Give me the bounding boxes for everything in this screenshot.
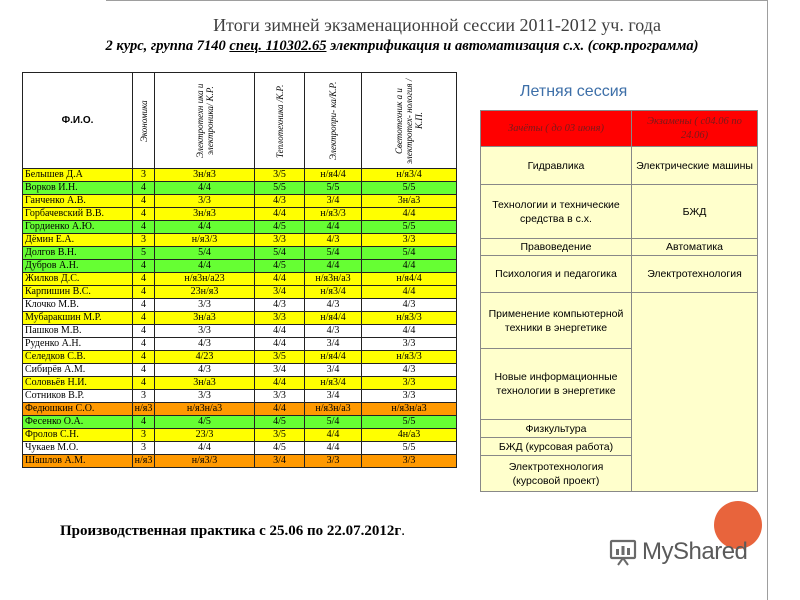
student-name: Клочко М.В.	[23, 299, 133, 312]
grade-cell: 5/4	[305, 247, 362, 260]
grade-cell: 3/3	[255, 234, 305, 247]
grade-cell: 5/5	[362, 442, 457, 455]
summer-col-exams: Экзамены ( с04.06 по 24.06)	[632, 111, 758, 147]
summer-header-row	[481, 111, 758, 147]
grade-cell: 4/4	[362, 260, 457, 273]
grades-row	[23, 195, 457, 208]
slide-frame-top	[106, 0, 768, 1]
grade-cell: 4/4	[362, 286, 457, 299]
student-name: Жилков Д.С.	[23, 273, 133, 286]
table-bottom-gap	[22, 478, 452, 492]
credit-item: Правоведение	[481, 239, 632, 256]
grade-cell: 4	[133, 364, 155, 377]
grade-cell: 3	[133, 234, 155, 247]
grades-row	[23, 234, 457, 247]
exam-item: Электротехнология	[632, 256, 758, 293]
grades-row	[23, 403, 457, 416]
student-name: Гордиенко А.Ю.	[23, 221, 133, 234]
student-name: Руденко А.Н.	[23, 338, 133, 351]
grade-cell: 3н/я3	[155, 208, 255, 221]
grade-cell: 4/4	[255, 208, 305, 221]
grades-row	[23, 351, 457, 364]
grade-cell: 4	[133, 377, 155, 390]
student-name: Селедков С.В.	[23, 351, 133, 364]
grades-row	[23, 221, 457, 234]
grade-cell: 3/4	[305, 195, 362, 208]
grade-cell: 4/3	[305, 234, 362, 247]
logo-text: MyShared	[642, 538, 748, 565]
student-name: Ворков И.Н.	[23, 182, 133, 195]
grade-cell: 3/3	[155, 390, 255, 403]
grade-cell: 4/3	[255, 299, 305, 312]
summer-row	[481, 239, 758, 256]
grade-cell: 3/5	[255, 351, 305, 364]
grade-cell: н/я3н/а3	[362, 403, 457, 416]
myshared-logo[interactable]	[608, 537, 747, 567]
grade-cell: 4	[133, 195, 155, 208]
exam-empty	[632, 293, 758, 492]
grades-header-row	[23, 73, 457, 169]
grade-cell: 3/3	[362, 390, 457, 403]
student-name: Дубров А.Н.	[23, 260, 133, 273]
summer-session-title: Летняя сессия	[520, 83, 628, 100]
grade-cell: 4/23	[155, 351, 255, 364]
grade-cell: н/я3н/а3	[155, 403, 255, 416]
summer-row	[481, 293, 758, 349]
grade-cell: н/я3/3	[305, 208, 362, 221]
student-name: Карпишин В.С.	[23, 286, 133, 299]
grade-cell: 4	[133, 325, 155, 338]
grade-cell: 3/4	[255, 286, 305, 299]
grade-cell: 4/3	[155, 338, 255, 351]
student-name: Фесенко О.А.	[23, 416, 133, 429]
grade-cell: н/я3н/а23	[155, 273, 255, 286]
grades-row	[23, 169, 457, 182]
grades-row	[23, 208, 457, 221]
grade-cell: 3/3	[255, 390, 305, 403]
grade-cell: н/я4/4	[305, 169, 362, 182]
grade-cell: 3н/а3	[362, 195, 457, 208]
slide-frame-right	[767, 0, 768, 600]
grade-cell: 3/3	[362, 234, 457, 247]
grade-cell: 4	[133, 286, 155, 299]
grades-col-drive: Электропри- ка/К.Р.	[305, 73, 362, 169]
grade-cell: н/я3/4	[305, 286, 362, 299]
grade-cell: н/я4/4	[305, 351, 362, 364]
student-name: Фролов С.Н.	[23, 429, 133, 442]
grade-cell: 4/4	[155, 221, 255, 234]
grades-col-electrotech: Электротехн ика и электроника/ К.Р.	[155, 73, 255, 169]
grade-cell: 3/3	[255, 312, 305, 325]
student-name: Чукаев М.О.	[23, 442, 133, 455]
grades-row	[23, 260, 457, 273]
grades-col-heat: Теплотехника /К.Р.	[255, 73, 305, 169]
grade-cell: н/я3/3	[155, 234, 255, 247]
student-name: Мубаракшин М.Р.	[23, 312, 133, 325]
page-subtitle	[22, 38, 782, 55]
grade-cell: 4/3	[255, 195, 305, 208]
grade-cell: 4	[133, 416, 155, 429]
credit-item: Гидравлика	[481, 147, 632, 185]
grade-cell: 4	[133, 312, 155, 325]
summer-row	[481, 147, 758, 185]
grades-col-light: Светотехник а и электротех- нология /К.П.	[362, 73, 457, 169]
grade-cell: 4/4	[155, 182, 255, 195]
grade-cell: н/я4/4	[305, 312, 362, 325]
grade-cell: 4/4	[305, 442, 362, 455]
grade-cell: н/я3/4	[362, 169, 457, 182]
grade-cell: 4	[133, 338, 155, 351]
student-name: Пашков М.В.	[23, 325, 133, 338]
grade-cell: 4/3	[305, 325, 362, 338]
grade-cell: 5/5	[362, 182, 457, 195]
grade-cell: н/я3	[133, 403, 155, 416]
grades-row	[23, 273, 457, 286]
grade-cell: 3/4	[305, 390, 362, 403]
grade-cell: 4н/а3	[362, 429, 457, 442]
grade-cell: 3/4	[305, 338, 362, 351]
grade-cell: 4/4	[155, 442, 255, 455]
grade-cell: 4/3	[305, 299, 362, 312]
grade-cell: н/я3/4	[305, 377, 362, 390]
exam-item: Электрические машины	[632, 147, 758, 185]
grades-row	[23, 325, 457, 338]
grade-cell: 4/4	[255, 377, 305, 390]
student-name: Федюшкин С.О.	[23, 403, 133, 416]
grade-cell: 4/4	[362, 208, 457, 221]
grade-cell: 3/5	[255, 169, 305, 182]
grades-row	[23, 182, 457, 195]
summer-row	[481, 185, 758, 239]
exam-item: БЖД	[632, 185, 758, 239]
grade-cell: 3/3	[362, 338, 457, 351]
grade-cell: 5/5	[255, 182, 305, 195]
grade-cell: 3/4	[305, 364, 362, 377]
credit-item: Новые информационные технологии в энергетике	[481, 349, 632, 420]
grade-cell: н/я3н/а3	[305, 273, 362, 286]
grade-cell: н/я3/3	[155, 455, 255, 468]
grades-table	[22, 72, 457, 468]
grade-cell: 3/5	[255, 429, 305, 442]
grade-cell: 3	[133, 429, 155, 442]
grade-cell: 3	[133, 169, 155, 182]
grade-cell: 5/5	[362, 221, 457, 234]
grades-row	[23, 247, 457, 260]
grade-cell: 4/4	[362, 325, 457, 338]
grade-cell: 5/5	[305, 182, 362, 195]
grade-cell: 5/5	[362, 416, 457, 429]
grade-cell: 3/4	[255, 455, 305, 468]
grades-row	[23, 455, 457, 468]
grade-cell: 3/3	[155, 195, 255, 208]
subtitle-group: 2 курс, группа 7140	[105, 38, 230, 54]
grade-cell: 3/3	[305, 455, 362, 468]
grade-cell: 4/4	[305, 260, 362, 273]
student-name: Дёмин Е.А.	[23, 234, 133, 247]
summer-session-table	[480, 110, 758, 492]
grade-cell: н/я3/3	[362, 312, 457, 325]
grade-cell: н/я3	[133, 455, 155, 468]
student-name: Соловьёв Н.И.	[23, 377, 133, 390]
grade-cell: 4/4	[255, 273, 305, 286]
grade-cell: 3/3	[362, 455, 457, 468]
grades-row	[23, 286, 457, 299]
grades-row	[23, 299, 457, 312]
grade-cell: 4/3	[362, 299, 457, 312]
grade-cell: 3н/а3	[155, 312, 255, 325]
grade-cell: 4/5	[255, 221, 305, 234]
credit-item: Технологии и технические средства в с.х.	[481, 185, 632, 239]
grade-cell: 4/5	[155, 416, 255, 429]
grade-cell: 3н/я3	[155, 169, 255, 182]
credit-item: Психология и педагогика	[481, 256, 632, 293]
grade-cell: 5/4	[305, 416, 362, 429]
grades-col-economics: Экономика	[133, 73, 155, 169]
grades-row	[23, 338, 457, 351]
grades-row	[23, 442, 457, 455]
presentation-icon	[608, 537, 638, 567]
grade-cell: 4/5	[255, 416, 305, 429]
grade-cell: 4	[133, 351, 155, 364]
grades-row	[23, 377, 457, 390]
student-name: Долгов В.Н.	[23, 247, 133, 260]
grades-row	[23, 364, 457, 377]
grade-cell: 3/3	[362, 377, 457, 390]
grades-row	[23, 312, 457, 325]
credit-item: Электротехнология (курсовой проект)	[481, 456, 632, 492]
grades-row	[23, 390, 457, 403]
student-name: Сибирёв А.М.	[23, 364, 133, 377]
grade-cell: 5/4	[362, 247, 457, 260]
grade-cell: 3/4	[255, 364, 305, 377]
grade-cell: 4/3	[362, 364, 457, 377]
grade-cell: 4	[133, 208, 155, 221]
practice-note	[60, 523, 405, 540]
exam-item: Автоматика	[632, 239, 758, 256]
grade-cell: 4/4	[255, 338, 305, 351]
grade-cell: 3/3	[155, 299, 255, 312]
grade-cell: 23/3	[155, 429, 255, 442]
grade-cell: 4/5	[255, 442, 305, 455]
grade-cell: 5/4	[255, 247, 305, 260]
grade-cell: 4/5	[255, 260, 305, 273]
subtitle-program: электрификация и автоматизация с.х. (сокр.программа)	[326, 38, 699, 54]
grades-col-fio: Ф.И.О.	[23, 73, 133, 169]
grade-cell: 3	[133, 442, 155, 455]
credit-item: Физкультура	[481, 420, 632, 438]
credit-item: БЖД (курсовая работа)	[481, 438, 632, 456]
grade-cell: 3/3	[155, 325, 255, 338]
grade-cell: н/я3н/а3	[305, 403, 362, 416]
grades-body	[23, 169, 457, 468]
practice-text: Производственная практика с 25.06 по 22.07.2012г	[60, 523, 402, 539]
student-name: Шашлов А.М.	[23, 455, 133, 468]
grade-cell: 4/4	[155, 260, 255, 273]
grade-cell: 4/3	[155, 364, 255, 377]
grade-cell: 4/4	[305, 221, 362, 234]
subtitle-specialty: спец. 110302.65	[229, 38, 327, 54]
summer-col-credits: Зачёты ( до 03 июня)	[481, 111, 632, 147]
grade-cell: 4/4	[255, 325, 305, 338]
student-name: Белышев Д.А	[23, 169, 133, 182]
grade-cell: 4	[133, 221, 155, 234]
grade-cell: 4	[133, 182, 155, 195]
grade-cell: 3н/а3	[155, 377, 255, 390]
credit-item: Применение компьютерной техники в энергетике	[481, 293, 632, 349]
practice-dot: .	[401, 523, 405, 539]
grade-cell: 5/4	[155, 247, 255, 260]
grade-cell: 23н/я3	[155, 286, 255, 299]
grade-cell: 5	[133, 247, 155, 260]
student-name: Сотников В.Р.	[23, 390, 133, 403]
grade-cell: 4	[133, 260, 155, 273]
grades-row	[23, 416, 457, 429]
grade-cell: 4/4	[255, 403, 305, 416]
grade-cell: н/я3/3	[362, 351, 457, 364]
grade-cell: 3	[133, 390, 155, 403]
grade-cell: 4/4	[305, 429, 362, 442]
page-title: Итоги зимней экзаменационной сессии 2011-2012 уч. года	[213, 15, 661, 35]
student-name: Ганченко А.В.	[23, 195, 133, 208]
grade-cell: 4	[133, 273, 155, 286]
grade-cell: н/я4/4	[362, 273, 457, 286]
summer-row	[481, 256, 758, 293]
grade-cell: 4	[133, 299, 155, 312]
grades-row	[23, 429, 457, 442]
student-name: Горбачевский В.В.	[23, 208, 133, 221]
